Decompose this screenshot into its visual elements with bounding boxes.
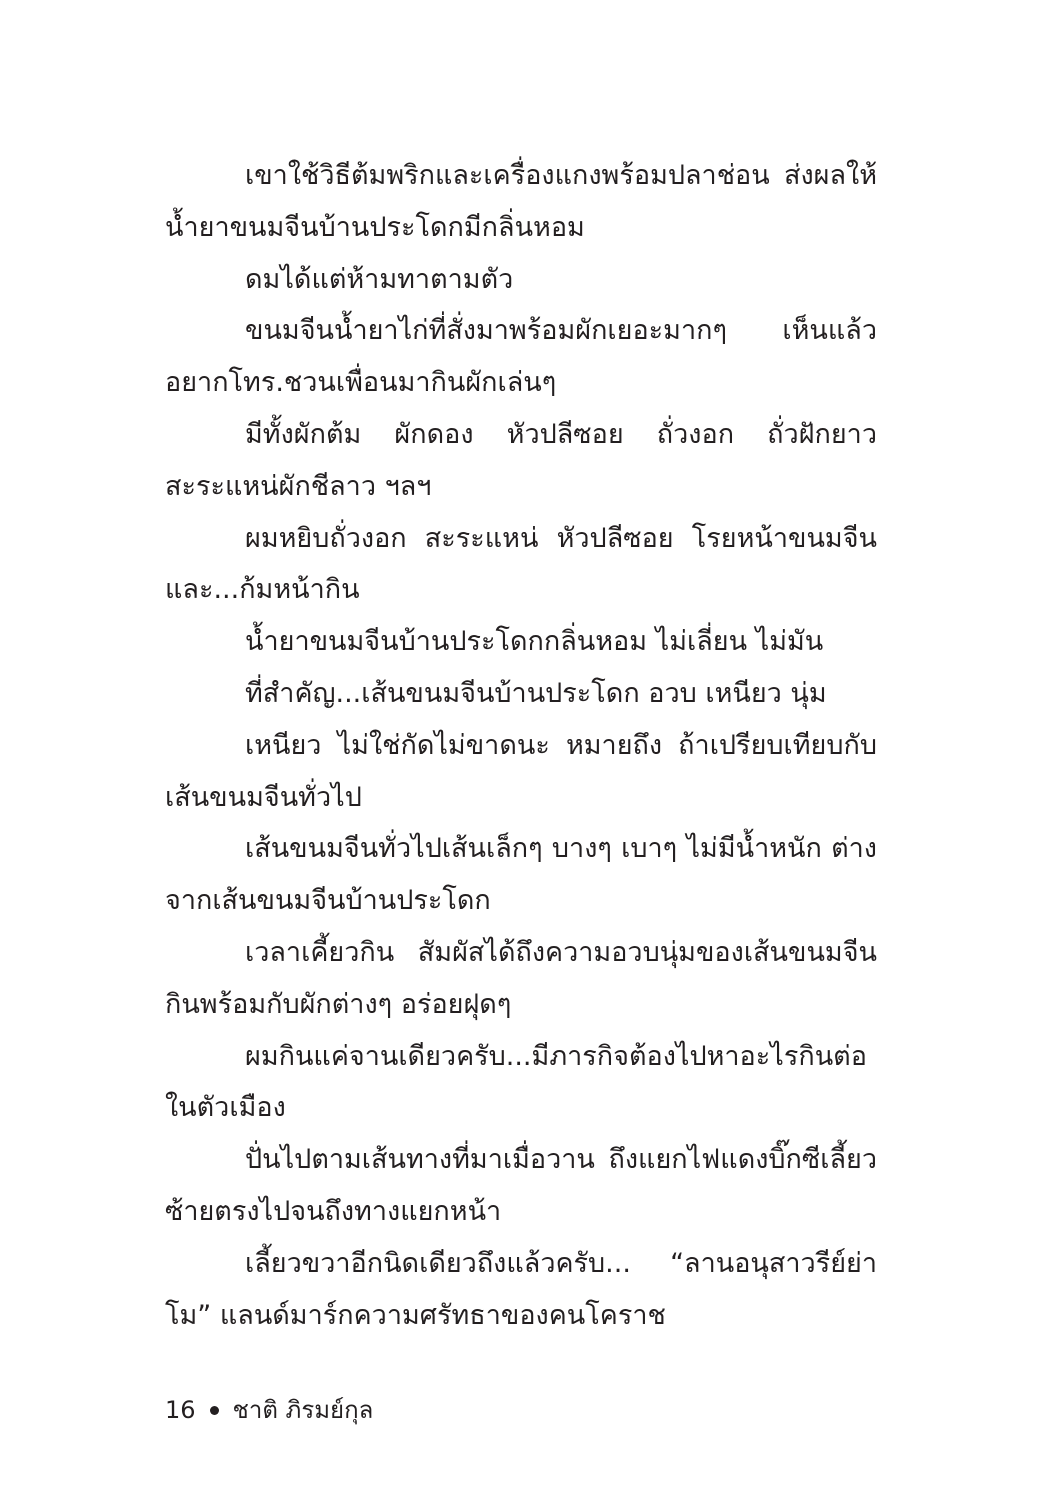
paragraph: ขนมจีนน้ำยาไก่ที่สั่งมาพร้อมผักเยอะมากๆ เห็นแล้วอยากโทร.ชวนเพื่อนมากินผักเล่นๆ — [165, 315, 877, 399]
paragraph: ผมหยิบถั่วงอก สะระแหน่ หัวปลีซอย โรยหน้าขนมจีนและ...ก้มหน้ากิน — [165, 522, 877, 606]
paragraph: ผมกินแค่จานเดียวครับ...มีภารกิจต้องไปหาอะไรกินต่อในตัวเมือง — [165, 1040, 867, 1124]
page-number: 16 — [165, 1396, 196, 1424]
paragraph: เวลาเคี้ยวกิน สัมผัสได้ถึงความอวบนุ่มของเส้นขนมจีนกินพร้อมกับผักต่างๆ อร่อยฝุดๆ — [165, 936, 877, 1020]
paragraph: เลี้ยวขวาอีกนิดเดียวถึงแล้วครับ... “ลานอนุสาวรีย์ย่าโม” แลนด์มาร์กความศรัทธาของคนโคราช — [165, 1247, 877, 1331]
body-text — [165, 150, 877, 1341]
paragraph: ปั่นไปตามเส้นทางที่มาเมื่อวาน ถึงแยกไฟแดงบิ๊กซีเลี้ยวซ้ายตรงไปจนถึงทางแยกหน้า — [165, 1144, 877, 1227]
paragraph: เส้นขนมจีนทั่วไปเส้นเล็กๆ บางๆ เบาๆ ไม่มีน้ำหนัก ต่างจากเส้นขนมจีนบ้านประโดก — [165, 833, 877, 917]
paragraph: ดมได้แต่ห้ามทาตามตัว — [245, 263, 514, 295]
paragraph: ที่สำคัญ...เส้นขนมจีนบ้านประโดก อวบ เหนียว นุ่ม — [245, 677, 827, 709]
page-footer — [165, 1390, 373, 1430]
author-name: ชาติ ภิรมย์กุล — [232, 1396, 374, 1424]
bullet-icon — [210, 1406, 219, 1415]
paragraph: เหนียว ไม่ใช่กัดไม่ขาดนะ หมายถึง ถ้าเปรียบเทียบกับเส้นขนมจีนทั่วไป — [165, 729, 877, 813]
paragraph: เขาใช้วิธีต้มพริกและเครื่องแกงพร้อมปลาช่อน ส่งผลให้น้ำยาขนมจีนบ้านประโดกมีกลิ่นหอม — [165, 160, 877, 243]
paragraph: น้ำยาขนมจีนบ้านประโดกกลิ่นหอม ไม่เลี่ยน ไม่มัน — [245, 626, 824, 658]
paragraph: มีทั้งผักต้ม ผักดอง หัวปลีซอย ถั่วงอก ถั่วฝักยาว สะระแหน่ผักชีลาว ฯลฯ — [165, 418, 877, 502]
